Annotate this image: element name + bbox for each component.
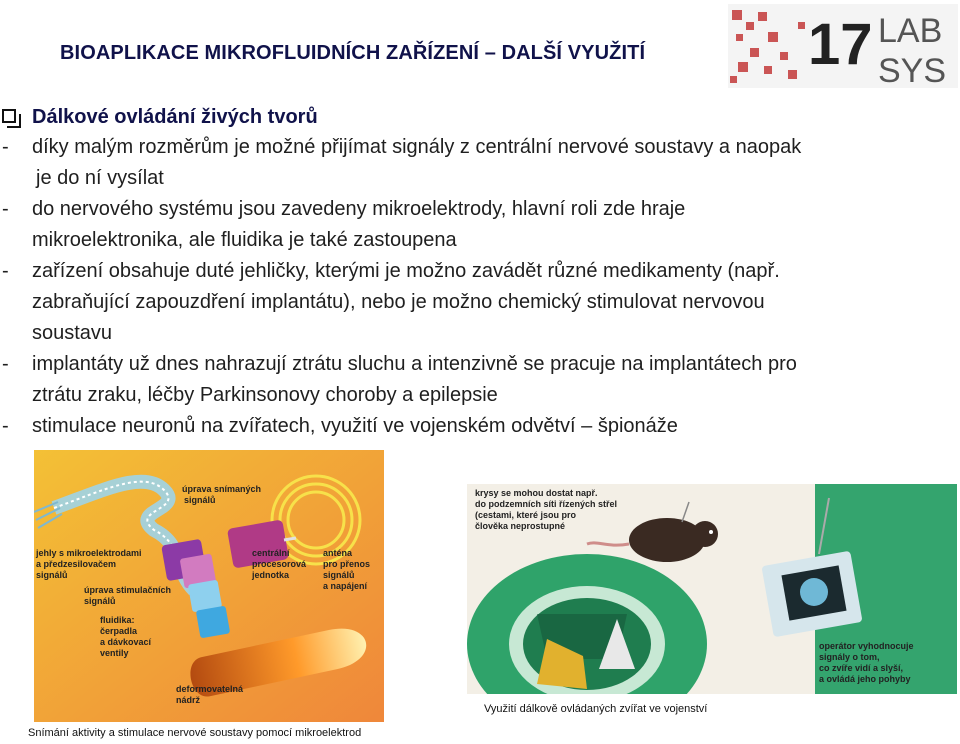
svg-text:signálů: signálů	[36, 570, 68, 580]
figure1-caption: Snímání aktivity a stimulace nervové soustavy pomocí mikroelektrod	[28, 727, 362, 739]
bullet-text: díky malým rozměrům je možné přijímat signály z centrální nervové soustavy a naopak	[32, 136, 802, 158]
bullet-text: ztrátu zraku, léčby Parkinsonovy choroby a epilepsie	[32, 384, 498, 406]
bullet-dash: -	[2, 415, 9, 437]
svg-text:jednotka: jednotka	[252, 570, 290, 580]
figure2-caption: Využití dálkově ovládaných zvířat ve vojenství	[484, 703, 708, 715]
bullet-text: je do ní vysílat	[36, 167, 164, 189]
svg-text:člověka neprostupné: člověka neprostupné	[475, 521, 566, 531]
svg-text:a ovládá jeho pohyby: a ovládá jeho pohyby	[819, 674, 911, 684]
svg-text:pro přenos: pro přenos	[323, 559, 371, 569]
logo-lab: LAB	[878, 12, 943, 50]
svg-text:signály o tom,: signály o tom,	[819, 652, 880, 662]
svg-text:signálů: signálů	[84, 596, 116, 606]
svg-text:signálů: signálů	[323, 570, 355, 580]
checkbox-bullet-icon	[2, 109, 16, 123]
label-krysy: krysy se mohou dostat např.	[475, 488, 598, 498]
bullet-text: zařízení obsahuje duté jehličky, kterými je možno zavádět různé medikamenty (např.	[32, 260, 780, 282]
svg-text:a dávkovací: a dávkovací	[100, 637, 152, 647]
bullet-dash: -	[2, 260, 9, 282]
logo-number: 17	[808, 12, 873, 77]
page-title: BIOAPLIKACE MIKROFLUIDNÍCH ZAŘÍZENÍ – DALŠÍ VYUŽITÍ	[60, 42, 646, 64]
bullet-text: mikroelektronika, ale fluidika je také zastoupena	[32, 229, 457, 251]
svg-text:signálů: signálů	[184, 495, 216, 505]
svg-text:ventily: ventily	[100, 648, 129, 658]
label-jehly: jehly s mikroelektrodami	[36, 548, 142, 558]
bullet-text: soustavu	[32, 322, 113, 344]
svg-text:co zvíře vidí a slyší,: co zvíře vidí a slyší,	[819, 663, 904, 673]
label-centralni: centrální	[252, 548, 290, 558]
svg-text:procesorová: procesorová	[252, 559, 307, 569]
bullet-dash: -	[2, 353, 9, 375]
label-uprava-snimanych: úprava snímaných	[182, 484, 262, 494]
svg-text:do podzemních síti řízených st: do podzemních síti řízených střel	[475, 499, 618, 509]
implant-diagram	[34, 450, 384, 722]
label-antena: anténa	[323, 548, 353, 558]
label-fluidika: fluidika:	[100, 615, 135, 625]
bullet-dash: -	[2, 136, 9, 158]
label-nadrz: deformovatelná	[176, 684, 244, 694]
bullet-text: do nervového systému jsou zavedeny mikroelektrody, hlavní roli zde hraje	[32, 198, 686, 220]
lab-logo	[728, 4, 958, 88]
bullet-text: stimulace neuronů na zvířatech, využití ve vojenském odvětví – špionáže	[32, 415, 678, 437]
label-uprava-stimulacnich: úprava stimulačních	[84, 585, 172, 595]
remote-rat-illustration	[467, 484, 957, 694]
label-operator: operátor vyhodnocuje	[819, 641, 914, 651]
svg-text:čerpadla: čerpadla	[100, 626, 138, 636]
svg-text:(cestami, které jsou pro: (cestami, které jsou pro	[475, 510, 577, 520]
logo-sys: SYS	[878, 52, 947, 88]
svg-text:a napájení: a napájení	[323, 581, 368, 591]
bullet-text: implantáty už dnes nahrazují ztrátu sluchu a intenzivně se pracuje na implantátech pro	[32, 353, 797, 375]
bullet-dash: -	[2, 198, 9, 220]
bullet-text: zabraňující zapouzdření implantátu), nebo je možno chemický stimulovat nervovou	[32, 291, 765, 313]
svg-text:a předzesilovačem: a předzesilovačem	[36, 559, 117, 569]
svg-text:nádrž: nádrž	[176, 695, 201, 705]
section-heading: Dálkové ovládání živých tvorů	[32, 106, 318, 128]
